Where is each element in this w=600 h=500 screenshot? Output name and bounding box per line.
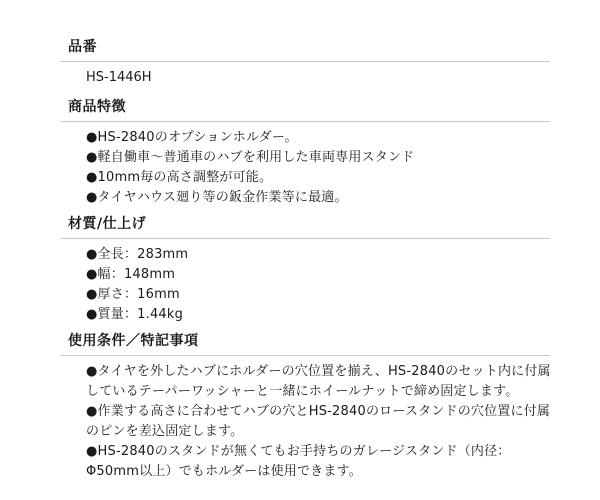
section-heading: 材質/仕上げ bbox=[68, 216, 147, 232]
feature-list bbox=[60, 128, 550, 208]
divider bbox=[60, 355, 550, 356]
divider bbox=[60, 121, 550, 122]
list-item: ●幅：148mm bbox=[86, 267, 176, 282]
list-item: ●全長：283mm bbox=[86, 247, 189, 262]
section-heading: 使用条件／特記事項 bbox=[68, 333, 199, 349]
list-item: ●タイヤハウス廻り等の鈑金作業等に最適。 bbox=[86, 190, 348, 205]
section-material bbox=[60, 215, 550, 325]
list-item: ●作業する高さに合わせてハブの穴とHS-2840のロースタンドの穴位置に付属 bbox=[86, 404, 551, 419]
section-features bbox=[60, 98, 550, 208]
notes-list bbox=[60, 362, 550, 482]
list-item: ●HS-2840のオプションホルダー。 bbox=[86, 130, 298, 145]
list-item: しているテーパーワッシャーと一緒にホイールナットで締め固定します。 bbox=[86, 384, 519, 399]
section-usage-notes bbox=[60, 332, 550, 482]
list-item: ●HS-2840のスタンドが無くてもお手持ちのガレージスタンド（内径： bbox=[86, 444, 511, 459]
list-item: ●軽自働車～普通車のハブを利用した車両専用スタンド bbox=[86, 150, 415, 165]
list-item: ●厚さ：16mm bbox=[86, 287, 180, 302]
list-item: ●質量：1.44kg bbox=[86, 307, 184, 322]
section-heading: 品番 bbox=[68, 39, 97, 55]
list-item: ●10mm毎の高さ調整が可能。 bbox=[86, 170, 273, 185]
list-item: Φ50mm以上）でもホルダーは使用できます。 bbox=[86, 464, 362, 479]
spec-list bbox=[60, 245, 550, 325]
section-product-number bbox=[60, 38, 550, 88]
divider bbox=[60, 238, 550, 239]
product-code: HS-1446H bbox=[86, 70, 152, 85]
section-heading: 商品特徴 bbox=[68, 99, 126, 115]
list-item: のピンを差込固定します。 bbox=[86, 424, 244, 439]
list-item: ●タイヤを外したハブにホルダーの穴位置を揃え、HS-2840のセット内に付属 bbox=[86, 364, 551, 379]
divider bbox=[60, 61, 550, 62]
